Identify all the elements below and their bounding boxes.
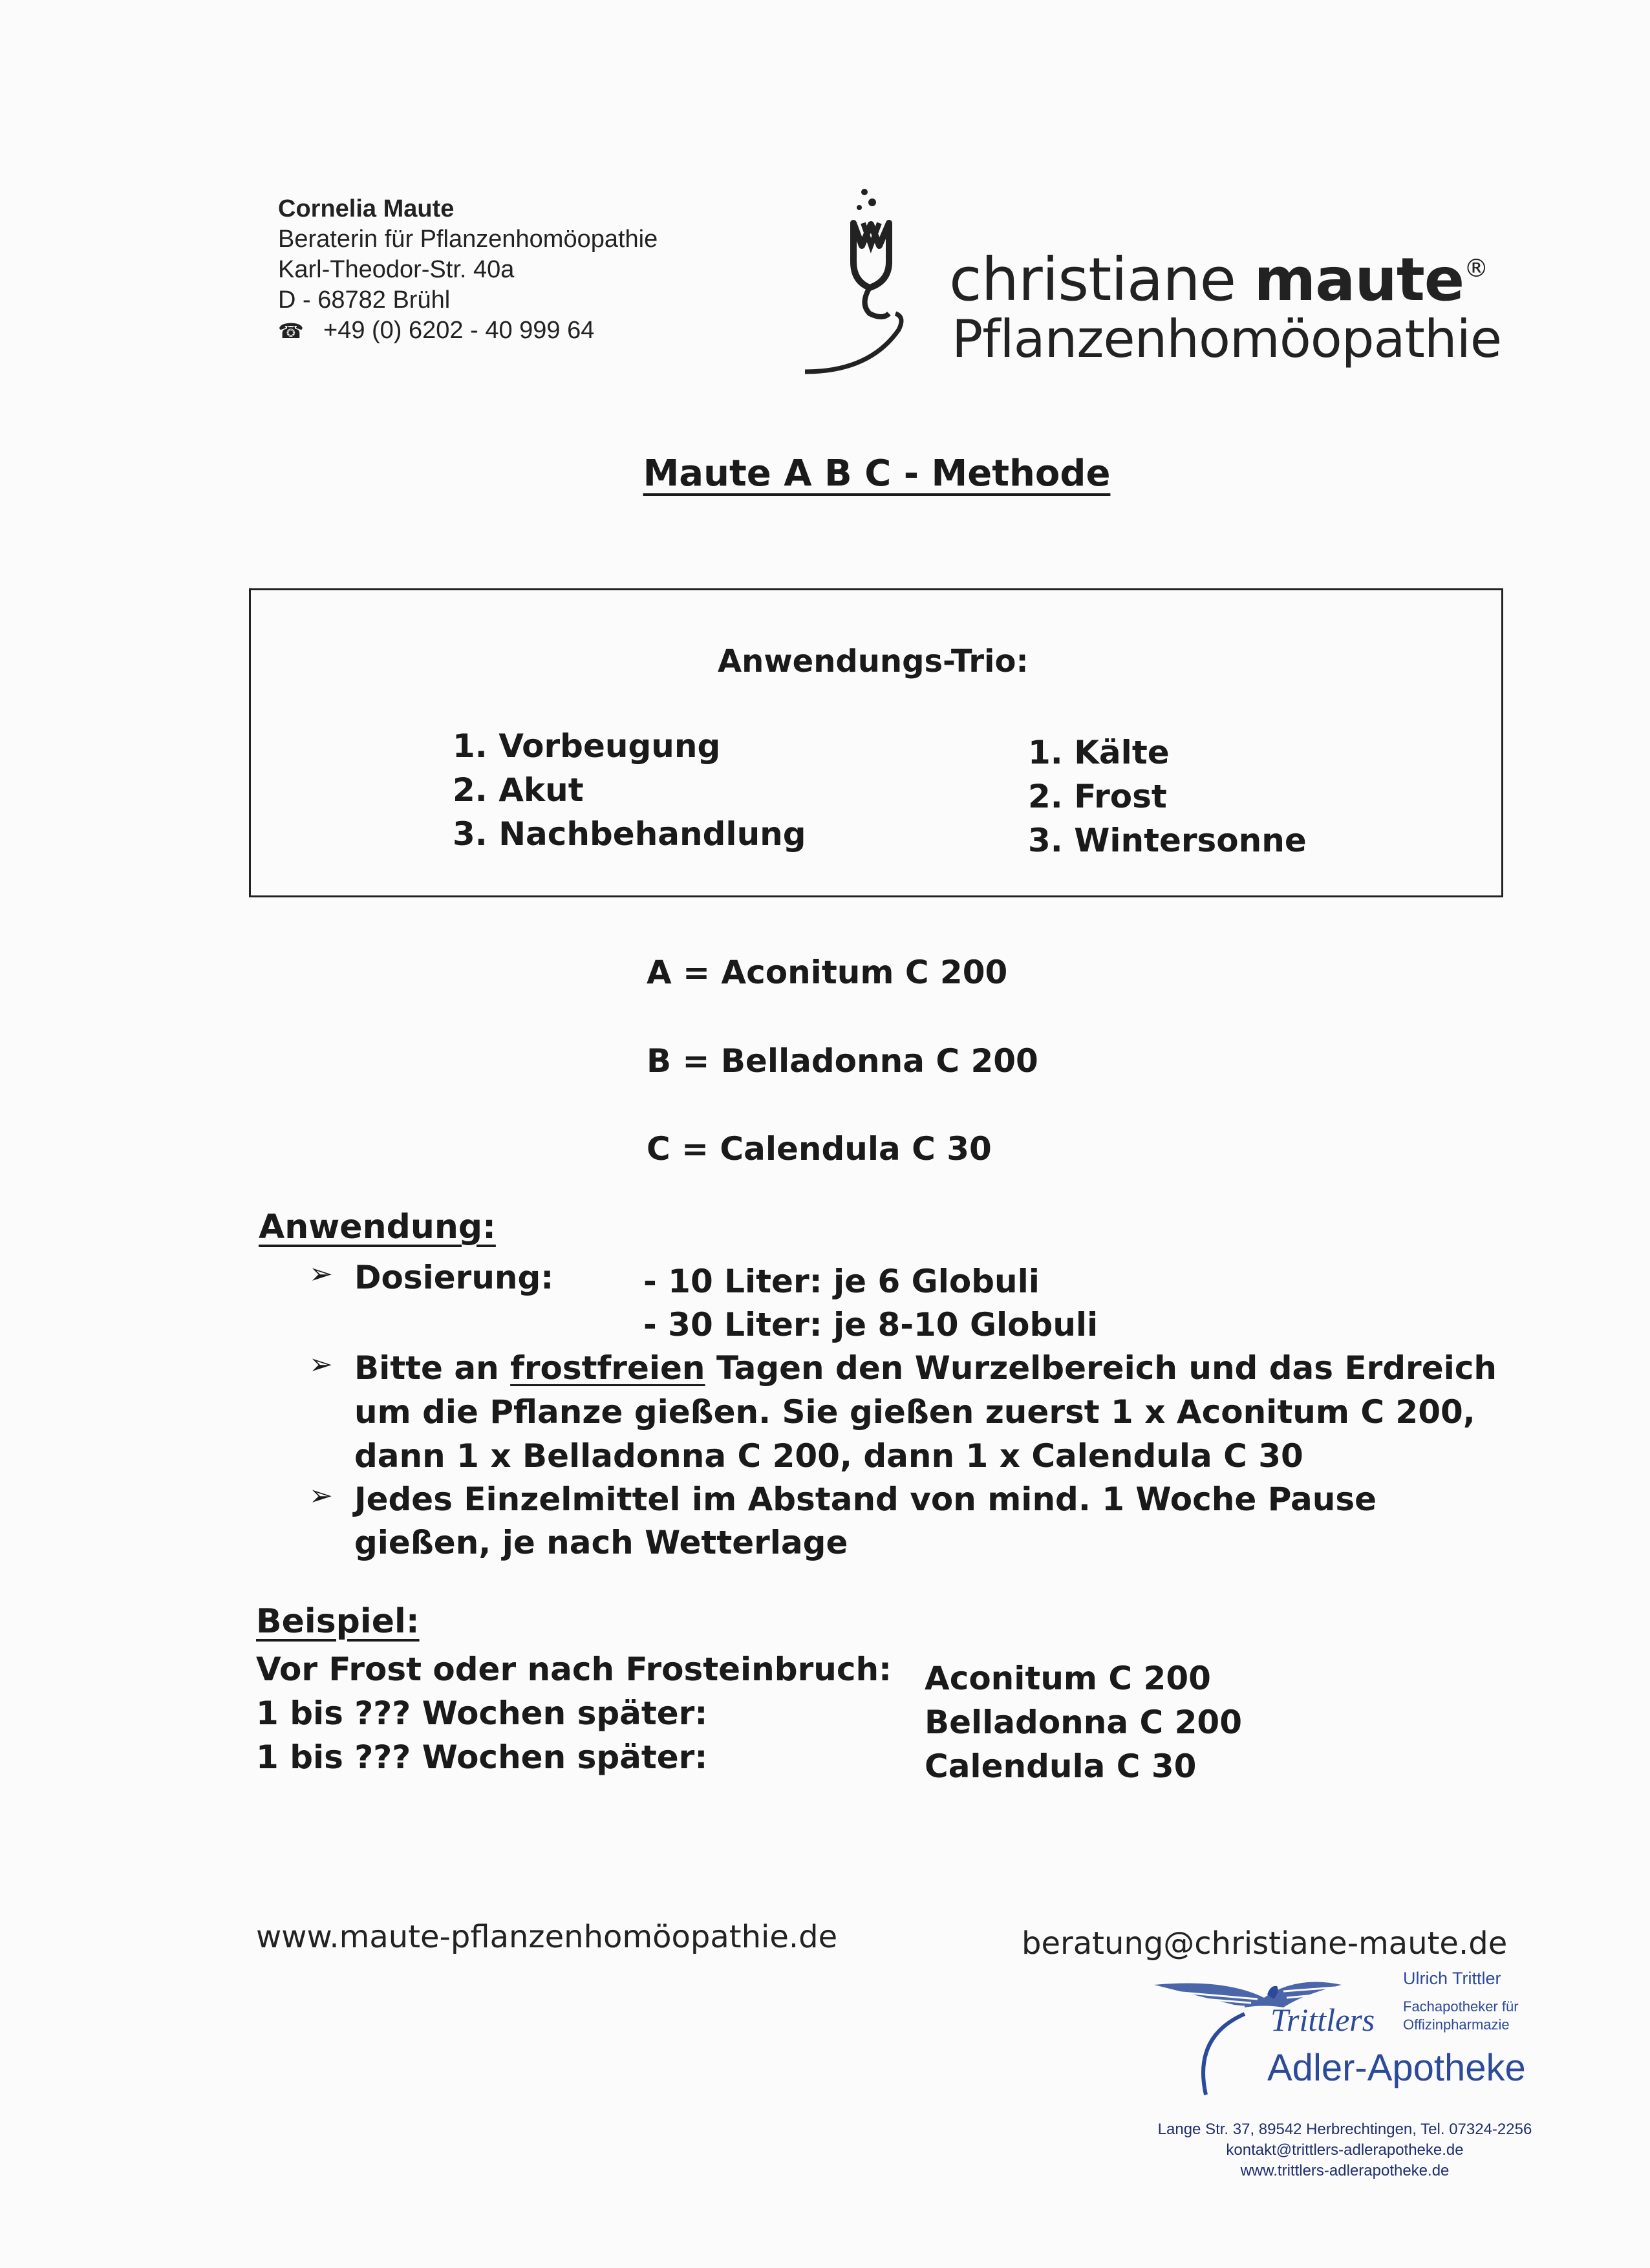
tulip-logo-icon — [792, 184, 941, 378]
text-span: Bitte an — [354, 1349, 511, 1387]
list-item: 2. Akut — [453, 771, 584, 809]
contact-phone-row — [278, 316, 658, 347]
contact-name: Cornelia Maute — [278, 195, 455, 222]
beispiel-remedy-1: Aconitum C 200 — [925, 1660, 1211, 1697]
arrow-bullet-icon: ➢ — [309, 1479, 333, 1512]
logo-wordmark — [949, 236, 1488, 312]
trio-list-right — [1028, 731, 1307, 862]
arrow-bullet-icon: ➢ — [309, 1257, 333, 1290]
list-item: 1. Kälte — [1028, 734, 1170, 771]
formula-a: A = Aconitum C 200 — [647, 954, 1008, 991]
stamp-address: Lange Str. 37, 89542 Herbrechtingen, Tel. 07324-2256 — [1157, 2121, 1532, 2138]
dosierung-line-2: - 30 Liter: je 8-10 Globuli — [643, 1306, 1098, 1343]
bullet-abstand-line-1: Jedes Einzelmittel im Abstand von mind. 1 Woche Pause — [354, 1481, 1377, 1518]
contact-city: D - 68782 Brühl — [278, 286, 451, 314]
list-item: 1. Vorbeugung — [453, 727, 721, 765]
beispiel-heading: Beispiel: — [256, 1602, 420, 1641]
list-item: 3. Wintersonne — [1028, 822, 1307, 859]
logo-text-bold: maute — [1254, 245, 1464, 314]
logo-subtitle: Pflanzenhomöopathie — [952, 309, 1502, 369]
bullet-frostfrei-line-1 — [354, 1346, 1497, 1390]
beispiel-when-2: 1 bis ??? Wochen später: — [256, 1695, 708, 1732]
trio-heading: Anwendungs-Trio: — [718, 643, 1029, 679]
list-item: 2. Frost — [1028, 778, 1167, 815]
bullet-abstand-line-2: gießen, je nach Wetterlage — [354, 1524, 848, 1561]
stamp-brand: Trittlers — [1270, 2002, 1375, 2038]
formula-c: C = Calendula C 30 — [647, 1130, 992, 1168]
stamp-pharmacy-name: Adler-Apotheke — [1267, 2047, 1526, 2089]
dosierung-label: Dosierung: — [354, 1259, 554, 1296]
bullet-frostfrei-line-3: dann 1 x Belladonna C 200, dann 1 x Calendula C 30 — [354, 1437, 1303, 1475]
page-title-text: Maute A B C - Methode — [643, 453, 1111, 495]
dosierung-line-1: - 10 Liter: je 6 Globuli — [643, 1263, 1040, 1300]
beispiel-remedy-3: Calendula C 30 — [925, 1748, 1197, 1785]
anwendung-heading: Anwendung: — [259, 1208, 496, 1246]
stamp-address-block — [1144, 2119, 1545, 2181]
registered-mark: ® — [1464, 254, 1488, 283]
formula-b: B = Belladonna C 200 — [647, 1042, 1038, 1080]
page-title — [0, 453, 1650, 495]
beispiel-when-3: 1 bis ??? Wochen später: — [256, 1738, 708, 1776]
stamp-email: kontakt@trittlers-adlerapotheke.de — [1226, 2141, 1464, 2159]
contact-phone: +49 (0) 6202 - 40 999 64 — [323, 317, 595, 344]
trio-list-left — [453, 724, 806, 856]
stamp-owner: Ulrich Trittler — [1403, 1969, 1501, 1988]
underlined-word: frostfreien — [510, 1349, 705, 1387]
bullet-frostfrei-line-2: um die Pflanze gießen. Sie gießen zuerst 1 x Aconitum C 200, — [354, 1393, 1475, 1431]
logo-text-light: christiane — [949, 245, 1254, 314]
email-link[interactable]: beratung@christiane-maute.de — [1022, 1925, 1508, 1962]
arrow-bullet-icon: ➢ — [309, 1348, 333, 1381]
contact-street: Karl-Theodor-Str. 40a — [278, 256, 515, 283]
trio-box — [249, 588, 1503, 897]
contact-block — [278, 194, 658, 347]
contact-role: Beraterin für Pflanzenhomöopathie — [278, 226, 658, 253]
stamp-role-line: Fachapotheker für — [1403, 1998, 1519, 2015]
stamp-role — [1403, 1998, 1519, 2034]
website-link[interactable]: www.maute-pflanzenhomöopathie.de — [256, 1919, 838, 1955]
stamp-role-line: Offizinpharmazie — [1403, 2017, 1510, 2033]
beispiel-when-1: Vor Frost oder nach Frosteinbruch: — [256, 1651, 892, 1688]
beispiel-remedy-2: Belladonna C 200 — [925, 1704, 1242, 1741]
phone-icon: ☎ — [278, 319, 304, 343]
stamp-web: www.trittlers-adlerapotheke.de — [1240, 2162, 1450, 2179]
text-span: Tagen den Wurzelbereich und das Erdreich — [705, 1349, 1497, 1387]
list-item: 3. Nachbehandlung — [453, 815, 806, 853]
